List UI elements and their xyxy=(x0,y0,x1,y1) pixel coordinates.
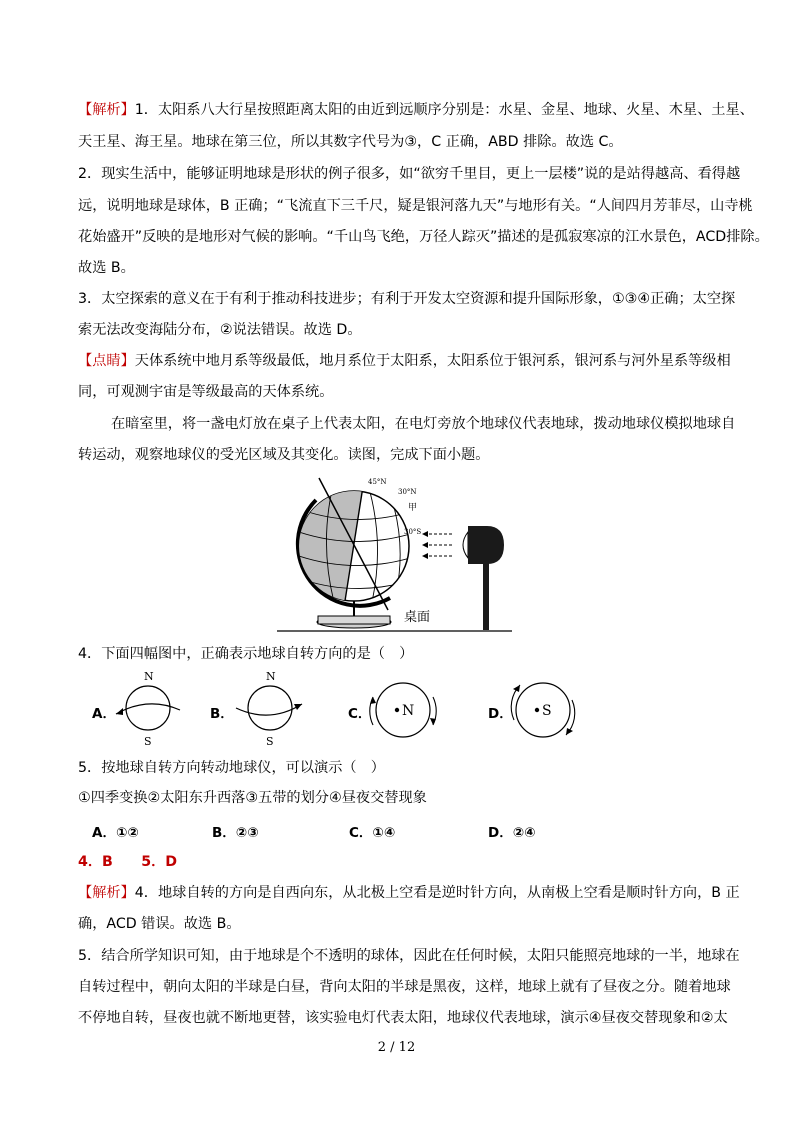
q4-option-d-label[interactable]: D． xyxy=(488,706,513,722)
q4-option-b-label[interactable]: B． xyxy=(210,706,234,722)
lat-30s-label: 30°S xyxy=(404,528,422,536)
question-4: 4．下面四幅图中，正确表示地球自转方向的是（ ） xyxy=(78,646,414,662)
desk-label: 桌面 xyxy=(404,610,431,625)
analysis-line-5: 花始盛开”反映的是地形对气候的影响。“千山鸟飞绝，万径人踪灭”描述的是孤寂寒凉的江水景色，ACD排除。 xyxy=(78,229,769,245)
intro-line-1: 在暗室里，将一盏电灯放在桌子上代表太阳，在电灯旁放个地球仪代表地球，拨动地球仪模拟地球自 xyxy=(111,416,736,432)
explain-tag: 【解析】 xyxy=(78,885,135,901)
analysis-line-4: 远，说明地球是球体，B 正确；“飞流直下三千尺，疑是银河落九天”与地形有关。“人间四月芳菲尽，山寺桃 xyxy=(78,198,753,214)
lamp-head xyxy=(468,526,504,564)
q4-option-d-diagram[interactable] xyxy=(508,675,578,745)
tip-tag: 【点睛】 xyxy=(78,353,135,369)
south-label: S xyxy=(542,703,552,719)
tip-line-1 xyxy=(78,351,731,371)
jia-label: 甲 xyxy=(408,503,418,513)
q5-option-d[interactable]: D．②④ xyxy=(488,825,536,841)
explain-line-4: 自转过程中，朝向太阳的半球是白昼，背向太阳的半球是黑夜，这样，地球上就有了昼夜之分。随着地球 xyxy=(78,979,731,995)
q4-option-a-label[interactable]: A． xyxy=(92,706,116,722)
question-5: 5．按地球自转方向转动地球仪，可以演示（ ） xyxy=(78,760,385,776)
q4-option-b-diagram[interactable] xyxy=(230,668,310,748)
q4-option-c-label[interactable]: C． xyxy=(348,706,372,722)
globe-lamp-figure xyxy=(272,470,517,635)
north-label: N xyxy=(402,703,415,719)
north-label: N xyxy=(144,670,154,683)
tip-text: 天体系统中地月系等级最低，地月系位于太阳系，太阳系位于银河系，银河系与河外星系等级相 xyxy=(134,353,731,369)
analysis-tag: 【解析】 xyxy=(78,102,135,118)
q4-option-a-diagram[interactable] xyxy=(108,668,188,748)
south-label: S xyxy=(144,735,152,748)
intro-line-2: 转运动，观察地球仪的受光区域及其变化。读图，完成下面小题。 xyxy=(78,447,490,463)
lat-45n-label: 45°N xyxy=(368,478,387,486)
explain-line-5: 不停地自转，昼夜也就不断地更替，该实验电灯代表太阳，地球仪代表地球，演示④昼夜交替现象和②太 xyxy=(78,1010,728,1026)
explain-line-2: 确，ACD 错误。故选 B。 xyxy=(78,916,241,932)
analysis-line-2: 天王星、海王星。地球在第三位，所以其数字代号为③，C 正确，ABD 排除。故选 C。 xyxy=(78,134,623,150)
analysis-text: 1．太阳系八大行星按照距离太阳的由近到远顺序分别是：水星、金星、地球、火星、木星、土星、 xyxy=(134,102,754,118)
q5-option-c[interactable]: C．①④ xyxy=(349,825,396,841)
south-label: S xyxy=(266,735,274,748)
north-label: N xyxy=(266,670,276,683)
analysis-line-6: 故选 B。 xyxy=(78,260,135,276)
analysis-line-8: 索无法改变海陆分布，②说法错误。故选 D。 xyxy=(78,322,362,338)
question-5-statements: ①四季变换②太阳东升西落③五带的划分④昼夜交替现象 xyxy=(78,790,427,806)
explain-line-1 xyxy=(78,883,740,903)
q4-option-c-diagram[interactable] xyxy=(368,675,438,745)
page-number: 2 / 12 xyxy=(377,1040,416,1055)
globe-base-top xyxy=(318,616,390,624)
explain-text: 4．地球自转的方向是自西向东，从北极上空看是逆时针方向，从南极上空看是顺时针方向，B 正 xyxy=(134,885,740,901)
lamp-pole xyxy=(483,560,489,630)
answer-line: 4．B 5．D xyxy=(78,854,178,870)
analysis-line-3: 2．现实生活中，能够证明地球是形状的例子很多，如“欲穷千里目，更上一层楼”说的是站得越高、看得越 xyxy=(78,166,741,182)
lamp-bulb xyxy=(463,532,468,558)
explain-line-3: 5．结合所学知识可知，由于地球是个不透明的球体，因此在任何时候，太阳只能照亮地球的一半，地球在 xyxy=(78,948,740,964)
analysis-line-1 xyxy=(78,100,754,120)
lat-30n-label: 30°N xyxy=(398,488,417,496)
q5-option-a[interactable]: A．①② xyxy=(92,825,139,841)
analysis-line-7: 3．太空探索的意义在于有利于推动科技进步；有利于开发太空资源和提升国际形象，①③④正确；太空探 xyxy=(78,291,736,307)
q5-option-b[interactable]: B．②③ xyxy=(212,825,259,841)
tip-line-2: 同，可观测宇宙是等级最高的天体系统。 xyxy=(78,384,334,400)
